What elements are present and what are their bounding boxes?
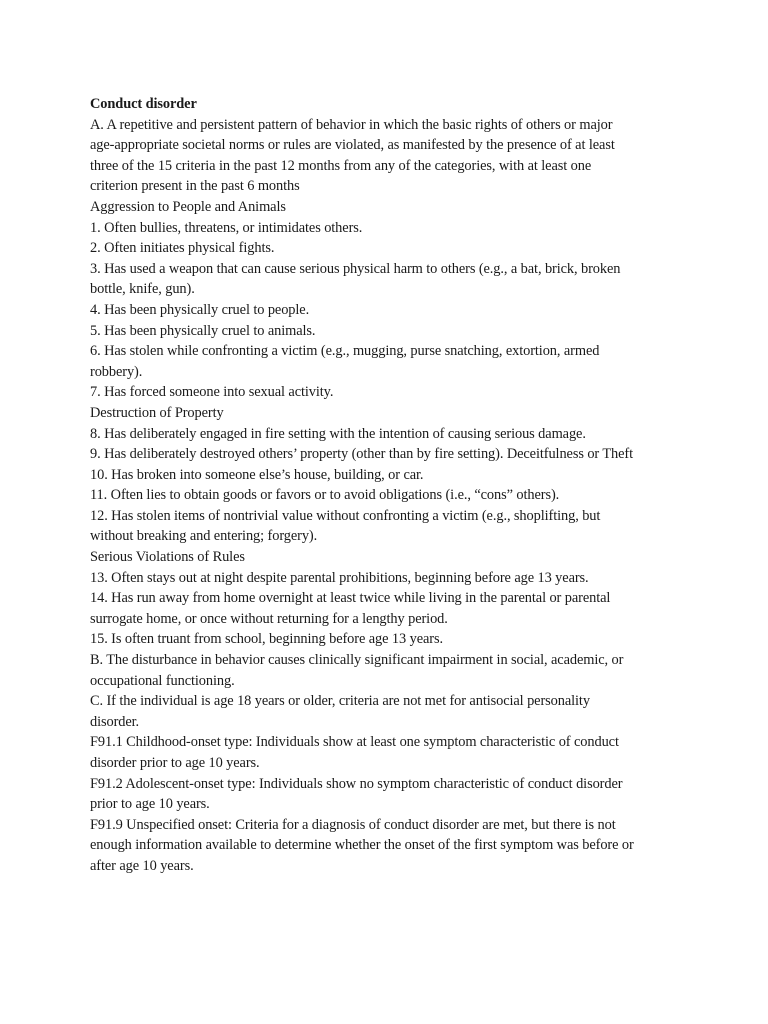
criterion-line: 4. Has been physically cruel to people. <box>90 301 310 318</box>
criterion-line: 8. Has deliberately engaged in fire setting with the intention of causing serious damage. <box>90 425 586 442</box>
document-line: F91.9 Unspecified onset: Criteria for a diagnosis of conduct disorder are met, but there is not <box>90 816 616 833</box>
document-line: A. A repetitive and persistent pattern of behavior in which the basic rights of others or major <box>90 116 613 133</box>
criterion-line: 12. Has stolen items of nontrivial value without confronting a victim (e.g., shoplifting, but <box>90 507 601 524</box>
document-line: disorder prior to age 10 years. <box>90 755 260 771</box>
criterion-line: 10. Has broken into someone else’s house, building, or car. <box>90 466 424 483</box>
document-title: Conduct disorder <box>90 96 197 112</box>
criterion-line: 11. Often lies to obtain goods or favors or to avoid obligations (i.e., “cons” others). <box>90 487 560 504</box>
criterion-line: 5. Has been physically cruel to animals. <box>90 322 316 339</box>
document-line: F91.1 Childhood-onset type: Individuals show at least one symptom characteristic of conduct <box>90 734 619 751</box>
document-line: enough information available to determine whether the onset of the first symptom was before or <box>90 837 634 854</box>
criterion-line: 2. Often initiates physical fights. <box>90 240 275 257</box>
document-line: C. If the individual is age 18 years or older, criteria are not met for antisocial personality <box>90 693 590 710</box>
section-heading: Aggression to People and Animals <box>90 198 286 215</box>
section-heading: Serious Violations of Rules <box>90 549 245 566</box>
document-page <box>90 94 690 877</box>
criterion-line: 3. Has used a weapon that can cause serious physical harm to others (e.g., a bat, brick, broken <box>90 260 621 277</box>
criterion-line: 6. Has stolen while confronting a victim (e.g., mugging, purse snatching, extortion, armed <box>90 343 600 360</box>
criterion-line: bottle, knife, gun). <box>90 281 195 298</box>
criterion-line: robbery). <box>90 363 143 380</box>
criterion-line: 7. Has forced someone into sexual activity. <box>90 384 334 401</box>
document-line: prior to age 10 years. <box>90 796 210 813</box>
criterion-line: 15. Is often truant from school, beginning before age 13 years. <box>90 631 443 648</box>
criterion-line: without breaking and entering; forgery). <box>90 528 318 545</box>
criterion-line: 13. Often stays out at night despite parental prohibitions, beginning before age 13 years. <box>90 569 589 586</box>
criterion-line: 9. Has deliberately destroyed others’ property (other than by fire setting). Deceitfulness or Theft <box>90 446 634 463</box>
criterion-line: 1. Often bullies, threatens, or intimidates others. <box>90 219 363 236</box>
document-line: after age 10 years. <box>90 857 194 874</box>
criterion-line: 14. Has run away from home overnight at least twice while living in the parental or parental <box>90 590 611 607</box>
document-line: B. The disturbance in behavior causes clinically significant impairment in social, academic, or <box>90 652 624 669</box>
section-heading: Destruction of Property <box>90 404 224 421</box>
document-line: criterion present in the past 6 months <box>90 178 300 195</box>
document-line: age-appropriate societal norms or rules are violated, as manifested by the presence of at least <box>90 137 615 154</box>
document-line: three of the 15 criteria in the past 12 months from any of the categories, with at least one <box>90 157 592 174</box>
document-line: disorder. <box>90 713 140 730</box>
document-line: F91.2 Adolescent-onset type: Individuals show no symptom characteristic of conduct disorder <box>90 775 623 792</box>
criterion-line: surrogate home, or once without returning for a lengthy period. <box>90 610 448 627</box>
document-line: occupational functioning. <box>90 672 235 689</box>
